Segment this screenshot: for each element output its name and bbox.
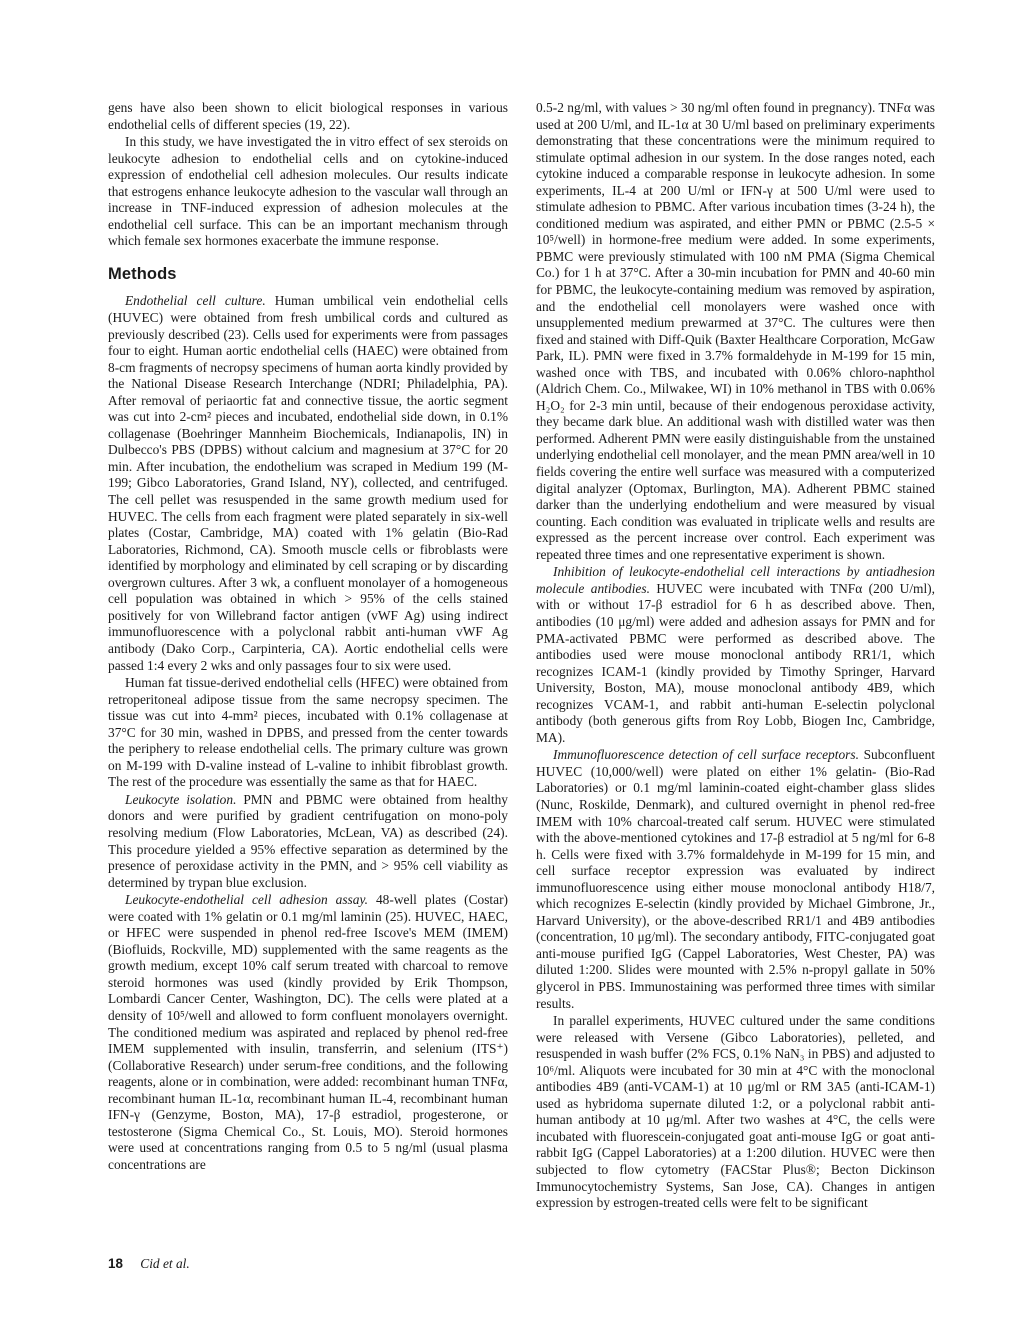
right-column (536, 100, 935, 1212)
methods-heading: Methods (108, 264, 177, 283)
paragraph-flow-cytometry: In parallel experiments, HUVEC cultured under the same conditions were released with Versene (Gibco Laboratories), pelleted, and resuspended in wash buffer (2% FCS, 0.1% NaN₃ in PBS) and adjusted to 10⁶/ml. Aliquots were incubated for 30 min at 4°C with the monoclonal antibodies 4B9 (anti-VCAM-1) at 10 μg/ml or RM 3A5 (anti-ICAM-1) used as hybridoma supernate diluted 1:2, or a polyclonal rabbit anti-human antibody at 10 μg/ml. After two washes at 4°C, the cells were incubated with fluorescein-conjugated goat anti-mouse IgG or goat anti-rabbit IgG (Cappel Laboratories) at a 1:200 dilution. HUVEC were then subjected to flow cytometry (FACStar Plus®; Becton Dickinson Immunocytochemistry Systems, San Jose, CA). Changes in antigen expression by estrogen-treated cells were felt to be significant (536, 1013, 935, 1211)
page-number: 18 (108, 1256, 123, 1271)
paragraph-antibody-inhibition (536, 564, 935, 746)
paragraph-leukocyte-isolation (108, 792, 508, 891)
subsection-title: Leukocyte-endothelial cell adhesion assay. (125, 892, 368, 908)
subsection-title: Endothelial cell culture. (125, 293, 266, 309)
paragraph-intro-end: gens have also been shown to elicit biological responses in various endothelial cells of different species (19, 22). (108, 100, 508, 132)
paragraph-text: 48-well plates (Costar) were coated with 1% gelatin or 0.1 mg/ml laminin (25). HUVEC, HAEC, or HFEC were suspended in phenol red-free Iscove's MEM (IMEM) (Biofluids, Rockville, MD) supplemented with the same reagents as the growth medium, except 10% calf serum treated with charcoal to remove steroid hormones was used (kindly provided by Erik Thompson, Lombardi Cancer Center, Washington, DC). The cells were plated at a density of 10⁵/well and allowed to form confluent monolayers overnight. The conditioned medium was aspirated and replaced by phenol red-free IMEM supplemented with insulin, transferrin, and selenium (ITS⁺) (Collaborative Research) under serum-free conditions, and the following reagents, alone or in combination, were added: recombinant human TNFα, recombinant human IL-1α, recombinant human IL-4, recombinant human IFN-γ (Genzyme, Boston, MA), 17-β estradiol, progesterone, or testosterone (Sigma Chemical Co., St. Louis, MO). Steroid hormones were used at concentrations ranging from 0.5 to 5 ng/ml (usual plasma concentrations are (108, 892, 508, 1172)
paragraph-text: HUVEC were incubated with TNFα (200 U/ml), with or without 17-β estradiol for 6 h as described above. Then, antibodies (10 μg/ml) were added and adhesion assays for PMN and for PMA-activated PBMC were performed as described above. The antibodies used were mouse monoclonal antibody RR1/1, which recognizes ICAM-1 (kindly provided by Timothy Springer, Harvard University, Boston, MA), mouse monoclonal antibody 4B9, which recognizes VCAM-1, and rabbit anti-human E-selectin polyclonal antibody (both generous gifts from Roy Lobb, Biogen Inc, Cambridge, MA). (536, 580, 935, 745)
paragraph-hfec: Human fat tissue-derived endothelial cells (HFEC) were obtained from retroperitoneal adipose tissue from the same necropsy specimen. The tissue was cut into 4-mm² pieces, incubated with 0.1% collagenase at 37°C for 30 min, washed in DPBS, and pressed from the center towards the periphery to release endothelial cells. The primary culture was grown on M-199 with D-valine instead of L-valine to inhibit fibroblast growth. The rest of the procedure was essentially the same as that for HAEC. (108, 675, 508, 790)
paragraph-text: PMN and PBMC were obtained from healthy donors and were purified by gradient centrifugation on mono-poly resolving medium (Flow Laboratories, McLean, VA) as described (24). This procedure yielded a 95% effective separation as determined by the presence of peroxidase activity in the PMN, and > 95% cell viability as determined by trypan blue exclusion. (108, 791, 508, 890)
paragraph-study-aim: In this study, we have investigated the in vitro effect of sex steroids on leukocyte adhesion to endothelial cells and on cytokine-induced expression of endothelial cell adhesion molecules. Our results indicate that estrogens enhance leukocyte adhesion to the vascular wall through an increase in TNF-induced expression of adhesion molecules at the endothelial cell surface. This can be an important mechanism through which female sex hormones exacerbate the immune response. (108, 134, 508, 249)
running-author: Cid et al. (140, 1256, 190, 1271)
page-footer (108, 1256, 190, 1272)
paragraph-text: Human umbilical vein endothelial cells (HUVEC) were obtained from fresh umbilical cords and cultured as previously described (23). Cells used for experiments were from passages four to eight. Human aortic endothelial cells (HAEC) were obtained from 8-cm fragments of necropsy specimens of human aorta kindly provided by the National Disease Research Interchange (NDRI; Philadelphia, PA). After removal of periaortic fat and connective tissue, the aortic segment was cut into 2-cm² pieces and incubated, endothelial side down, in 0.1% collagenase (Boehringer Mannheim Biochemicals, Indianapolis, IN) in Dulbecco's PBS (DPBS) without calcium and magnesium at 37°C for 20 min. After incubation, the endothelium was scraped in Medium 199 (M-199; Gibco Laboratories, Grand Island, NY), collected, and centrifuged. The cell pellet was resuspended in the same growth medium used for HUVEC. The cells from each fragment were plated separately in six-well plates (Costar, Cambridge, MA) coated with 1% gelatin (Bio-Rad Laboratories, Richmond, CA). Smooth muscle cells or fibroblasts were identified by morphology and eliminated by cell scraping or by discarding overgrown cultures. After 3 wk, a confluent monolayer of a homogeneous cell population was obtained in which > 95% of the cells stained positively for von Willebrand factor antigen (vWF Ag) using indirect immunofluorescence with a polyclonal rabbit anti-human vWF Ag antibody (Dako Corp., Carpinteria, CA). Aortic endothelial cells were passed 1:4 every 2 wks and only passages four to six were used. (108, 293, 508, 673)
paragraph-adhesion-assay (108, 892, 508, 1173)
subsection-title: Immunofluorescence detection of cell surface receptors. (553, 747, 859, 763)
subsection-title: Leukocyte isolation. (125, 791, 237, 807)
paragraph-assay-continued: 0.5-2 ng/ml, with values > 30 ng/ml often found in pregnancy). TNFα was used at 200 U/ml, and IL-1α at 30 U/ml based on preliminary experiments demonstrating that these concentrations were the minimum required to stimulate optimal adhesion in our system. In the dose ranges noted, each cytokine induced a comparable response in leukocyte adhesion. In some experiments, IL-4 at 200 U/ml or IFN-γ at 500 U/ml were used to stimulate adhesion to PBMC. After various incubation times (3-24 h), the conditioned medium was aspirated, and either PMN or PBMC (2.5-5 × 10⁵/well) in hormone-free medium were added. In some experiments, PBMC were previously stimulated with 100 nM PMA (Sigma Chemical Co.) for 1 h at 37°C. After a 30-min incubation for PMN and 40-60 min for PBMC, the leukocyte-containing medium was removed by aspiration, and the endothelial cell monolayers were washed once with unsupplemented medium prewarmed at 37°C. The cultures were then fixed and stained with Diff-Quik (Baxter Healthcare Corporation, McGaw Park, IL). PMN were fixed in 3.7% formaldehyde in M-199 for 15 min, washed once with TBS, and incubated with 0.06% chloro-naphthol (Aldrich Chem. Co., Milwakee, WI) in 10% methanol in TBS with 0.06% H₂O₂ for 2-3 min until, because of their endogenous peroxidase activity, they became dark blue. An additional wash with distilled water was then performed. Adherent PMN were easily distinguishable from the unstained underlying endothelial cell monolayer, and the mean PMN area/well in 10 fields covering the entire well surface was measured with a computerized digital analyzer (Optomax, Burlington, MA). Adherent PBMC stained darker than the underlying endothelium and were measured by visual counting. Each condition was evaluated in triplicate wells and results are expressed as the percent increase over control. Each experiment was repeated three times and one representative experiment is shown. (536, 100, 935, 562)
paragraph-endothelial-culture (108, 293, 508, 674)
left-column (108, 100, 508, 1173)
subsection-title: Inhibition of leukocyte-endothelial cell interactions by antiadhesion molecule antibodies. (536, 564, 935, 596)
paragraph-immunofluorescence (536, 747, 935, 1012)
paragraph-text: Subconfluent HUVEC (10,000/well) were plated on either 1% gelatin- (Bio-Rad Laboratories) or 0.1 mg/ml laminin-coated eight-chamber glass slides (Nunc, Roskilde, Denmark), and cultured overnight in phenol red-free IMEM with 10% charcoal-treated calf serum. HUVEC were stimulated with the above-mentioned cytokines and 17-β estradiol at 5 ng/ml for 6-8 h. Cells were fixed with 3.7% formaldehyde in M-199 for 15 min, and cell surface receptor expression was evaluated by indirect immunofluorescence using either mouse monoclonal antibody H18/7, which recognizes E-selectin (kindly provided by Michael Gimbrone, Jr., Harvard University), or the above-described RR1/1 and 4B9 antibodies (concentration, 10 μg/ml). The secondary antibody, FITC-conjugated goat anti-mouse purified IgG (Cappel Laboratories, West Chester, PA) was diluted 1:200. Slides were mounted with 2.5% n-propyl gallate in 50% glycerol in PBS. Immunostaining was performed three times with similar results. (536, 747, 935, 1011)
